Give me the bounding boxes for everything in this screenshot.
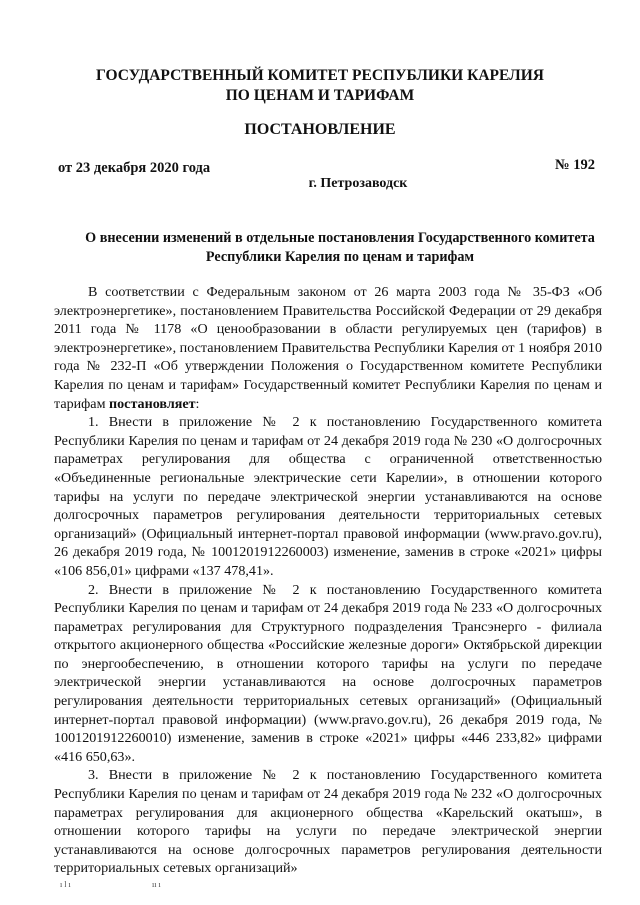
item-paragraph-2: 2. Внести в приложение № 2 к постановлению Государственного комитета Республики Карелия по ценам и тарифам от 24 декабря 2019 года № 233 «О долгосрочных параметрах регулирования для Структурного подразделения Трансэнерго - филиала открытого акционерного общества «Российские железные дороги» Октябрьской дирекции по энергообеспечению, в отношении которого тарифы на услуги по передаче электрической энергии устанавливаются на основе долгосрочных параметров регулирования деятельности территориальных сетевых организаций» (Официальный интернет-портал правовой информации) (www.pravo.gov.ru), 26 декабря 2019 года, № 1001201912260010) изменение, заменив в строке «2021» цифры «446 233,82» цифрами «416 650,63». xyxy=(54,581,602,765)
preamble-text: В соответствии с Федеральным законом от 26 марта 2003 года № 35-ФЗ «Об электроэнергетике», постановлением Правительства Российской Федерации от 29 декабря 2011 года № 1178 «О ценообразовании в области регулируемых цен (тарифов) в электроэнергетике», постановлением Правительства Республики Карелия от 1 ноября 2010 года № 232-П «Об утверждении Положения о Государственном комитете Республики Карелия по ценам и тарифам» Государственный комитет Республики Карелия по ценам и тарифам xyxy=(54,284,602,412)
decree-subject: О внесении изменений в отдельные постановления Государственного комитета Республики Карелия по ценам и тарифам xyxy=(85,230,595,265)
footer-mark-right: ıı ı xyxy=(152,880,161,889)
decree-number: № 192 xyxy=(555,157,595,173)
decree-body xyxy=(54,283,602,878)
footer-mark-left: ı l ı xyxy=(60,880,71,889)
item-paragraph-1: 1. Внести в приложение № 2 к постановлению Государственного комитета Республики Карелия по ценам и тарифам от 24 декабря 2019 года № 230 «О долгосрочных параметрах регулирования для общества с ограниченной ответственностью «Объединенные региональные электрические сети Карелии», в отношении которого тарифы на услуги по передаче электрической энергии устанавливаются на основе долгосрочных параметров регулирования деятельности территориальных сетевых организаций» (Официальный интернет-портал правовой информации (www.pravo.gov.ru), 26 декабря 2019 года, № 1001201912260003) изменение, заменив в строке «2021» цифры «106 856,01» цифрами «137 478,41». xyxy=(54,414,602,579)
preamble-resolves: постановляет xyxy=(109,395,196,412)
preamble-paragraph xyxy=(54,283,602,413)
preamble-colon: : xyxy=(195,395,200,412)
org-name-line2: ПО ЦЕНАМ И ТАРИФАМ xyxy=(225,87,415,104)
decree-city: г. Петрозаводск xyxy=(308,176,408,191)
item-paragraph-3: 3. Внести в приложение № 2 к постановлению Государственного комитета Республики Карелия по ценам и тарифам от 24 декабря 2019 года № 232 «О долгосрочных параметрах регулирования для акционерного общества «Карельский окатыш», в отношении которого тарифы на услуги по передаче электрической энергии устанавливаются на основе долгосрочных параметров регулирования деятельности территориальных сетевых организаций» xyxy=(54,767,602,877)
org-name-line1: ГОСУДАРСТВЕННЫЙ КОМИТЕТ РЕСПУБЛИКИ КАРЕЛИЯ xyxy=(96,67,544,84)
decree-date: от 23 декабря 2020 года xyxy=(58,160,211,176)
decree-title: ПОСТАНОВЛЕНИЕ xyxy=(244,121,396,138)
